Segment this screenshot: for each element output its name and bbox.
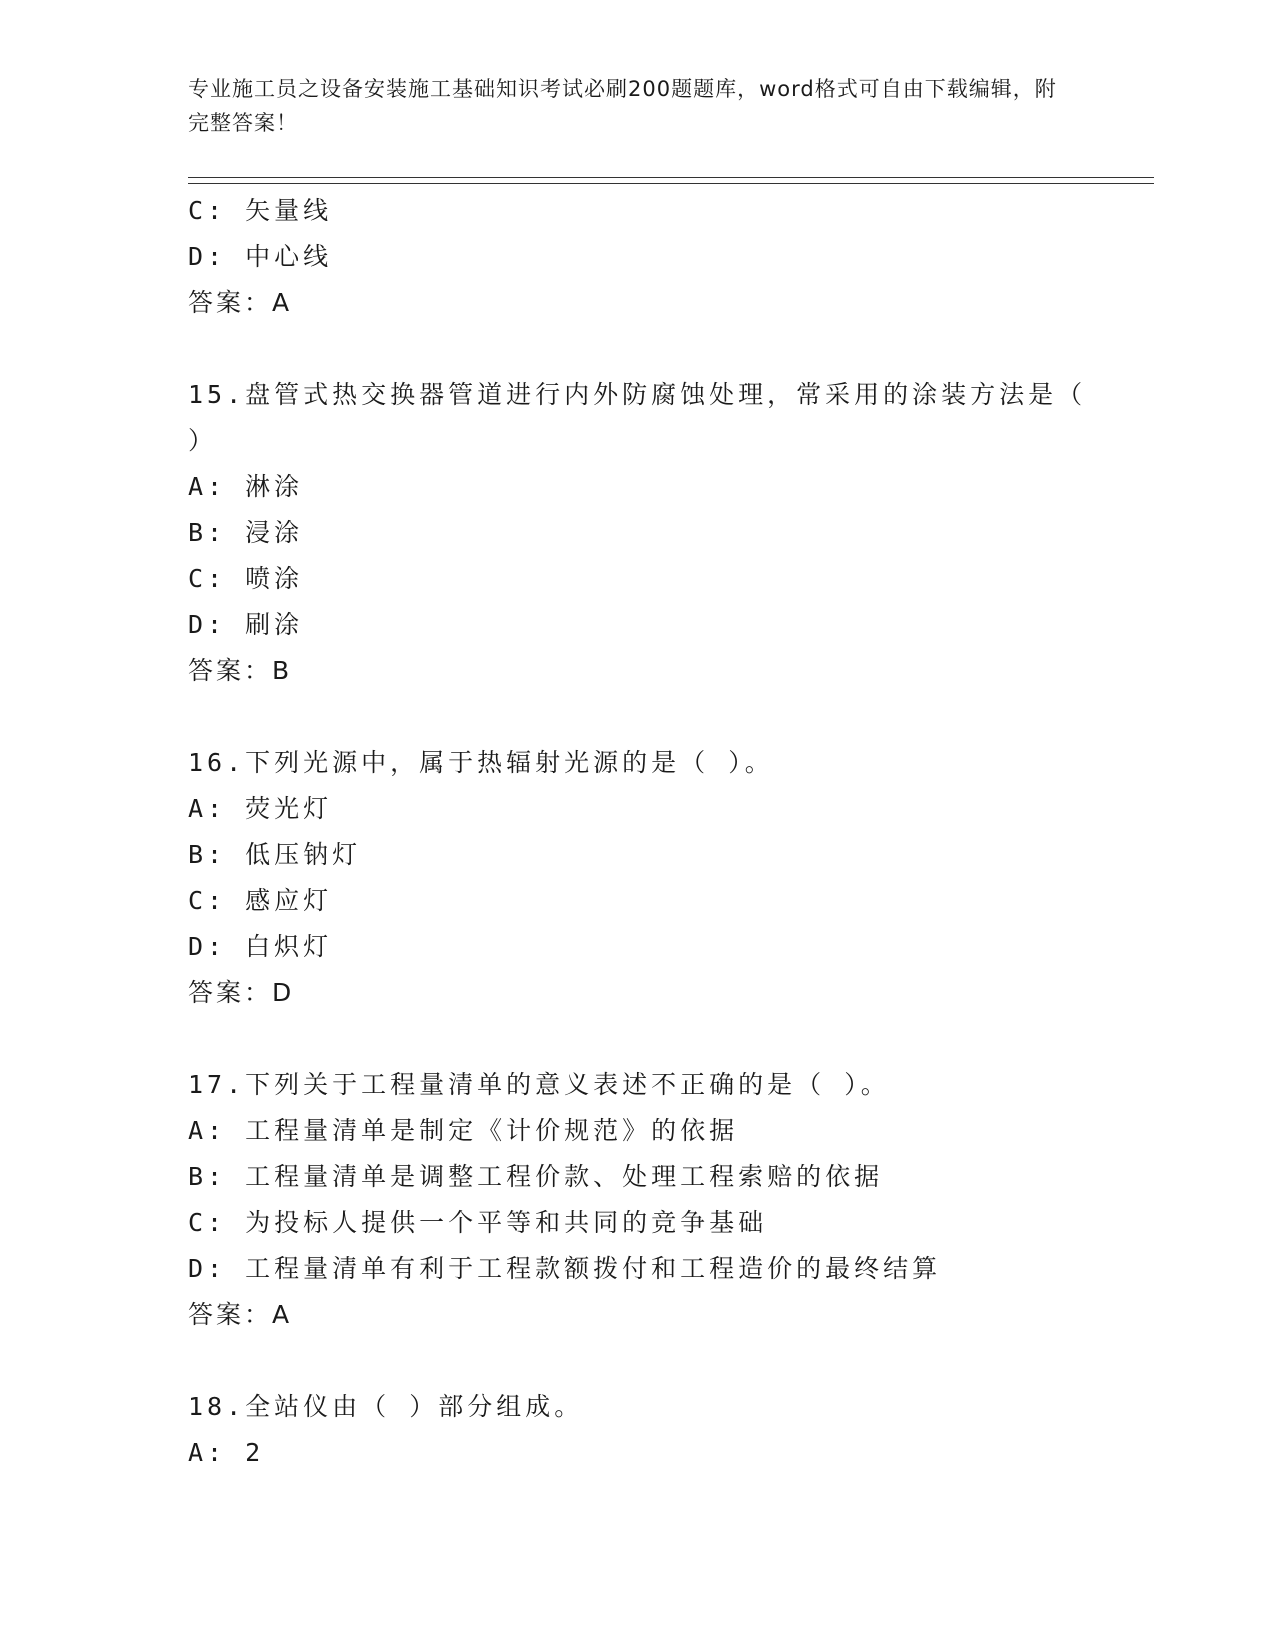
- question-18: [188, 1384, 1108, 1476]
- option-label: A:: [188, 472, 227, 501]
- option-text: 2: [245, 1438, 265, 1467]
- option-label: A:: [188, 1116, 227, 1145]
- option-label: B:: [188, 840, 227, 869]
- question-fragment: [188, 188, 1108, 326]
- option-label: D:: [188, 242, 227, 271]
- option-text: 中心线: [245, 242, 333, 271]
- header-rule-top: [188, 177, 1154, 178]
- answer-line: 答案：B: [188, 656, 293, 685]
- option-text: 浸涂: [245, 518, 304, 547]
- option-b: [188, 1154, 1108, 1200]
- answer-line: 答案：A: [188, 1300, 293, 1329]
- question-stem: 18.全站仪由（ ）部分组成。: [188, 1392, 584, 1421]
- option-text: 感应灯: [245, 886, 333, 915]
- option-d: [188, 234, 1108, 280]
- option-text: 工程量清单有利于工程款额拨付和工程造价的最终结算: [245, 1254, 942, 1283]
- document-header: 专业施工员之设备安装施工基础知识考试必刷200题题库，word格式可自由下载编辑，附完整答案！: [188, 77, 1057, 135]
- option-d: [188, 1246, 1108, 1292]
- option-text: 矢量线: [245, 196, 333, 225]
- option-c: [188, 1200, 1108, 1246]
- option-label: B:: [188, 518, 227, 547]
- option-label: D:: [188, 932, 227, 961]
- answer-line: 答案：A: [188, 288, 293, 317]
- option-a: [188, 464, 1108, 510]
- option-text: 工程量清单是制定《计价规范》的依据: [245, 1116, 739, 1145]
- option-a: [188, 786, 1108, 832]
- question-16: [188, 740, 1108, 1016]
- option-label: C:: [188, 1208, 227, 1237]
- option-label: D:: [188, 1254, 227, 1283]
- question-list: [188, 188, 1108, 1476]
- option-label: A:: [188, 1438, 227, 1467]
- option-text: 为投标人提供一个平等和共同的竞争基础: [245, 1208, 768, 1237]
- option-text: 工程量清单是调整工程价款、处理工程索赔的依据: [245, 1162, 884, 1191]
- option-d: [188, 602, 1108, 648]
- option-label: D:: [188, 610, 227, 639]
- option-b: [188, 510, 1108, 556]
- option-a: [188, 1430, 1108, 1476]
- option-d: [188, 924, 1108, 970]
- header-rule-bottom: [188, 183, 1154, 184]
- question-15: [188, 372, 1108, 694]
- option-a: [188, 1108, 1108, 1154]
- option-c: [188, 878, 1108, 924]
- option-text: 刷涂: [245, 610, 304, 639]
- option-label: C:: [188, 886, 227, 915]
- option-label: C:: [188, 196, 227, 225]
- option-label: B:: [188, 1162, 227, 1191]
- option-text: 低压钠灯: [245, 840, 362, 869]
- option-c: [188, 188, 1108, 234]
- option-text: 喷涂: [245, 564, 304, 593]
- question-stem: 16.下列光源中，属于热辐射光源的是（ ）。: [188, 748, 774, 777]
- option-text: 荧光灯: [245, 794, 333, 823]
- question-stem: 17.下列关于工程量清单的意义表述不正确的是（ ）。: [188, 1070, 890, 1099]
- question-stem: 15.盘管式热交换器管道进行内外防腐蚀处理，常采用的涂装方法是（ ）: [188, 380, 1087, 455]
- question-17: [188, 1062, 1108, 1338]
- answer-line: 答案：D: [188, 978, 295, 1007]
- option-label: A:: [188, 794, 227, 823]
- option-c: [188, 556, 1108, 602]
- option-label: C:: [188, 564, 227, 593]
- option-text: 淋涂: [245, 472, 304, 501]
- option-text: 白炽灯: [245, 932, 333, 961]
- option-b: [188, 832, 1108, 878]
